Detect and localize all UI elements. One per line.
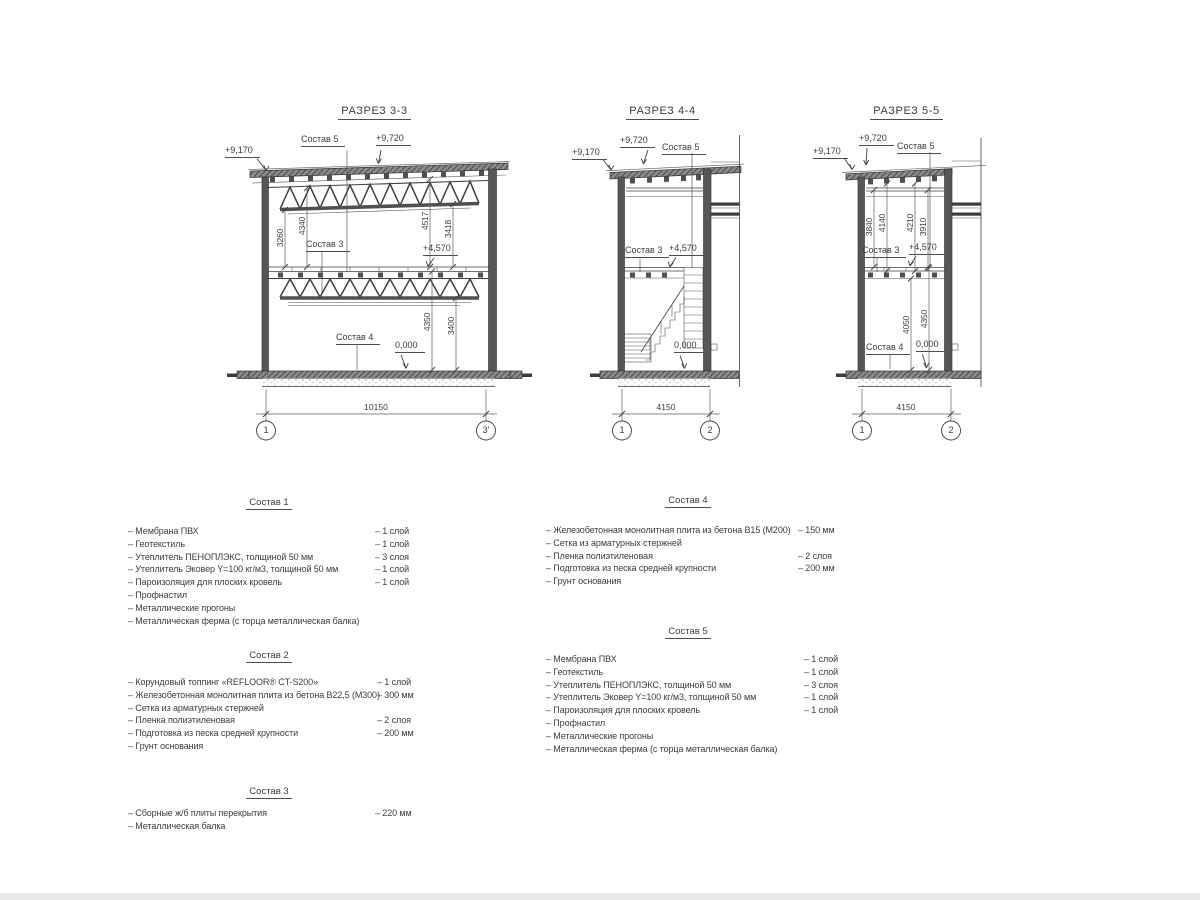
composition-item-qty: – 200 мм (798, 563, 835, 574)
composition-callout: Состав 3 (306, 239, 350, 252)
dimension-label: 4350 (919, 309, 929, 329)
composition-item (546, 743, 830, 756)
dimension-label: 4150 (896, 402, 916, 412)
composition-item-name: – Грунт основания (128, 740, 204, 751)
composition-item-qty: – 2 слоя (798, 550, 832, 561)
dimension-label: 3260 (275, 228, 285, 248)
composition-item-name: – Пароизоляция для плоских кровель (546, 705, 700, 716)
composition-item-qty: – 1 слой (375, 526, 410, 536)
composition-list-2 (128, 645, 414, 753)
composition-item-qty: – 200 мм (377, 728, 414, 739)
composition-item-qty: – 3 слоя (804, 679, 838, 690)
composition-item (128, 538, 410, 551)
composition-item-qty: – 1 слой (377, 677, 412, 687)
section-4-4-geometry (590, 135, 744, 440)
composition-item-name: – Утеплитель ПЕНОПЛЭКС, толщиной 50 мм (128, 551, 314, 562)
composition-callout: Состав 5 (897, 141, 941, 154)
elevation-label: +9,170 (572, 147, 607, 160)
axis-number: 1 (619, 425, 625, 435)
composition-callout: Состав 4 (336, 332, 380, 345)
elevation-label: +9,170 (225, 145, 260, 158)
composition-item-name: – Мембрана ПВХ (128, 526, 199, 536)
composition-item (128, 727, 414, 740)
composition-item-name: – Металлические прогоны (546, 730, 654, 741)
dimension-label: 10150 (364, 402, 388, 412)
composition-item-qty: – 1 слой (375, 564, 410, 575)
axis-number: 1 (859, 425, 865, 435)
dimension-label: 4210 (905, 213, 915, 233)
composition-item (546, 730, 830, 743)
composition-item-qty: – 2 слоя (377, 715, 411, 726)
composition-item (546, 653, 839, 666)
composition-item (128, 714, 410, 727)
section-5-5-geometry (836, 138, 986, 440)
section-title: РАЗРЕЗ 5-5 (844, 105, 969, 117)
composition-item-name: – Мембрана ПВХ (546, 654, 617, 664)
composition-item (128, 820, 410, 833)
composition-item-name: – Утеплитель Эковер Y=100 кг/м3, толщиной 50 мм (128, 564, 339, 575)
composition-item (128, 615, 410, 628)
composition-item-name: – Железобетонная монолитная плита из бетона В22,5 (М300) (128, 689, 380, 700)
elevation-label: +9,720 (376, 133, 411, 146)
composition-item-name: – Пленка полиэтиленовая (546, 550, 653, 561)
dimension-label: 3400 (446, 316, 456, 336)
composition-item-qty: – 1 слой (804, 705, 839, 716)
composition-title: Состав 4 (665, 495, 710, 508)
axis-number: 1 (263, 425, 269, 435)
section-title: РАЗРЕЗ 3-3 (312, 105, 437, 117)
section-3-3-geometry (227, 150, 532, 440)
composition-item (128, 525, 410, 538)
composition-list-4 (546, 490, 835, 588)
axis-number: 3' (482, 425, 490, 435)
dimension-label: 4150 (656, 402, 676, 412)
elevation-label: 0,000 (916, 339, 946, 352)
composition-title: Состав 1 (246, 497, 291, 510)
composition-item-name: – Металлическая ферма (с торца металлическая балка) (546, 743, 778, 754)
dimension-label: 4340 (297, 216, 307, 236)
composition-item-qty: – 3 слоя (375, 551, 409, 562)
composition-item-name: – Металлические прогоны (128, 602, 236, 613)
composition-item (128, 689, 414, 702)
composition-item (128, 551, 410, 564)
composition-item-name: – Железобетонная монолитная плита из бетона В15 (М200) (546, 525, 791, 535)
composition-item (546, 679, 838, 692)
composition-item-qty: – 1 слой (804, 666, 839, 677)
composition-items (546, 653, 839, 755)
elevation-label: 0,000 (395, 340, 425, 353)
composition-item (546, 562, 835, 575)
composition-list-3 (128, 781, 410, 833)
axis-number: 2 (707, 425, 713, 435)
composition-title: Состав 3 (246, 786, 291, 799)
composition-callout: Состав 4 (866, 342, 910, 355)
axis-number: 2 (948, 425, 954, 435)
elevation-label: +9,720 (620, 135, 655, 148)
composition-item-name: – Грунт основания (546, 576, 622, 587)
composition-item (546, 717, 830, 730)
dimension-label: 3418 (443, 219, 453, 239)
composition-item (128, 807, 410, 820)
composition-item (546, 524, 835, 537)
dimension-label: 4050 (901, 315, 911, 335)
composition-items (128, 525, 410, 627)
composition-item (128, 676, 410, 689)
composition-item-name: – Сетка из арматурных стержней (546, 537, 682, 548)
composition-item-name: – Утеплитель Эковер Y=100 кг/м3, толщиной 50 мм (546, 692, 757, 703)
elevation-label: +9,170 (813, 146, 848, 159)
elevation-label: +4,570 (669, 243, 704, 256)
composition-callout: Состав 3 (862, 245, 906, 258)
elevation-label: +4,570 (423, 243, 458, 256)
composition-item (128, 740, 410, 753)
composition-item (546, 575, 830, 588)
composition-list-5 (546, 621, 839, 755)
section-title: РАЗРЕЗ 4-4 (600, 105, 725, 117)
dimension-label: 4517 (420, 211, 430, 231)
composition-item-qty: – 1 слой (804, 654, 839, 664)
composition-item-name: – Металлическая балка (128, 820, 226, 831)
composition-item-name: – Сетка из арматурных стержней (128, 702, 264, 713)
composition-item (128, 576, 410, 589)
elevation-label: +4,570 (909, 242, 944, 255)
composition-item-name: – Металлическая ферма (с торца металлическая балка) (128, 615, 360, 626)
composition-item-qty: – 300 мм (377, 689, 414, 700)
composition-callout: Состав 3 (625, 245, 669, 258)
composition-item (546, 704, 839, 717)
elevation-label: 0,000 (674, 340, 704, 353)
composition-item (546, 666, 839, 679)
composition-item-name: – Утеплитель ПЕНОПЛЭКС, толщиной 50 мм (546, 679, 732, 690)
dimension-label: 3910 (918, 217, 928, 237)
composition-items (546, 524, 835, 588)
composition-item-qty: – 150 мм (798, 525, 835, 535)
composition-title: Состав 2 (246, 650, 291, 663)
dimension-label: 4140 (877, 213, 887, 233)
composition-item-qty: – 1 слой (804, 692, 839, 703)
composition-item-name: – Пароизоляция для плоских кровель (128, 577, 282, 588)
composition-item (128, 589, 410, 602)
composition-list-1 (128, 492, 410, 627)
composition-item (546, 537, 830, 550)
composition-item (128, 602, 410, 615)
composition-item (546, 550, 830, 563)
composition-items (128, 807, 410, 833)
composition-item-name: – Сборные ж/б плиты перекрытия (128, 808, 267, 818)
composition-item-name: – Профнастил (546, 717, 606, 728)
composition-item-name: – Подготовка из песка средней крупности (546, 563, 717, 574)
composition-items (128, 676, 414, 753)
composition-item-name: – Подготовка из песка средней крупности (128, 728, 299, 739)
composition-callout: Состав 5 (301, 134, 345, 147)
composition-item-name: – Пленка полиэтиленовая (128, 715, 235, 726)
composition-item-name: – Геотекстиль (128, 538, 185, 549)
composition-item-qty: – 1 слой (375, 538, 410, 549)
composition-item (128, 563, 410, 576)
composition-callout: Состав 5 (662, 142, 706, 155)
elevation-label: +9,720 (859, 133, 894, 146)
composition-item (546, 691, 839, 704)
composition-item-qty: – 220 мм (375, 808, 412, 818)
composition-title: Состав 5 (665, 626, 710, 639)
composition-item-qty: – 1 слой (375, 577, 410, 588)
composition-item-name: – Корундовый топпинг «REFLOOR® CT-S200» (128, 677, 318, 687)
composition-item (128, 702, 410, 715)
composition-item-name: – Геотекстиль (546, 666, 603, 677)
composition-item-name: – Профнастил (128, 589, 188, 600)
footer-bar (0, 893, 1200, 900)
dimension-label: 4350 (422, 312, 432, 332)
dimension-label: 3840 (864, 217, 874, 237)
